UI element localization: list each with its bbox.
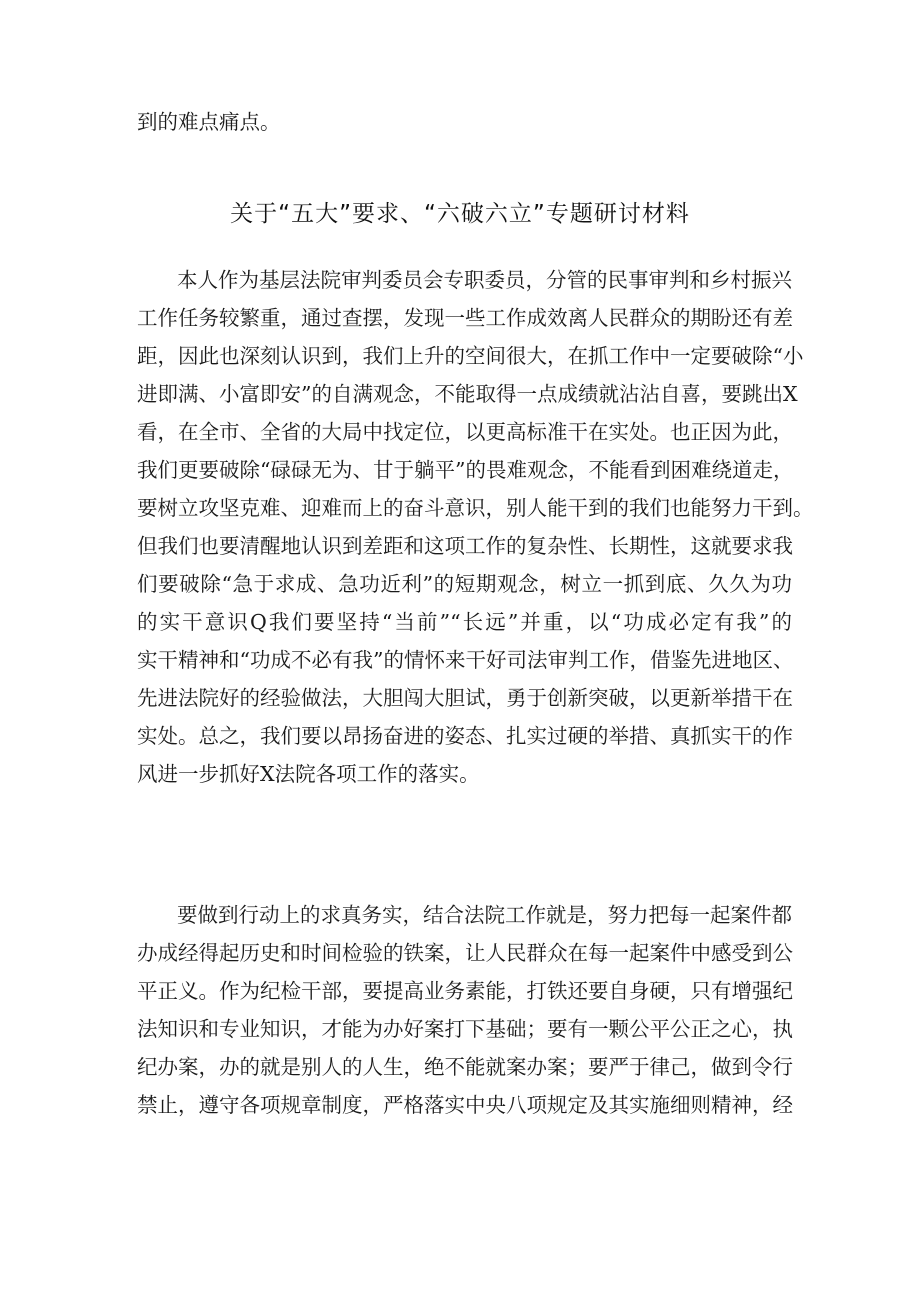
paragraph-line: 们要破除“急于求成、急功近利”的短期观念，树立一抓到底、久久为功 — [137, 572, 792, 596]
paragraph-line: 法知识和专业知识，才能为办好案打下基础；要有一颗公平公正之心，执 — [137, 1017, 793, 1041]
paragraph-line: 看，在全市、全省的大局中找定位，以更高标准干在实处。也正因为此， — [137, 420, 793, 444]
paragraph-line: 但我们也要清醒地认识到差距和这项工作的复杂性、长期性，这就要求我 — [137, 534, 793, 558]
paragraph-line: 先进法院好的经验做法，大胆闯大胆试，勇于创新突破，以更新举措干在 — [137, 686, 793, 710]
paragraph-line: 进即满、小富即安”的自满观念，不能取得一点成绩就沾沾自喜，要跳出X — [137, 382, 798, 406]
paragraph-1 — [137, 261, 814, 793]
paragraph-line: 我们更要破除“碌碌无为、甘于躺平”的畏难观念，不能看到困难绕道走， — [137, 458, 794, 482]
carryover-paragraph — [137, 103, 792, 141]
document-title: 关于“五大”要求、“六破六立”专题研讨材料 — [230, 201, 690, 227]
paragraph-line: 距，因此也深刻认识到，我们上升的空间很大，在抓工作中一定要破除“小 — [137, 344, 804, 368]
paragraph-line: 风进一步抓好X法院各项工作的落实。 — [137, 762, 480, 786]
paragraph-line: 禁止，遵守各项规章制度，严格落实中央八项规定及其实施细则精神，经 — [137, 1093, 793, 1117]
paragraph-line: 纪办案，办的就是别人的人生，绝不能就案办案；要严于律己，做到令行 — [137, 1055, 793, 1079]
carryover-line: 到的难点痛点。 — [137, 110, 281, 134]
paragraph-line: 平正义。作为纪检干部，要提高业务素能，打铁还要自身硬，只有增强纪 — [137, 979, 793, 1003]
paragraph-line: 工作任务较繁重，通过查摆，发现一些工作成效离人民群众的期盼还有差 — [137, 306, 793, 330]
paragraph-line: 实干精神和“功成不必有我”的情怀来干好司法审判工作，借鉴先进地区、 — [137, 648, 794, 672]
paragraph-line: 的实干意识Q我们要坚持“当前”“长远”并重，以“功成必定有我”的 — [137, 610, 792, 634]
paragraph-line: 要树立攻坚克难、迎难而上的奋斗意识，别人能干到的我们也能努力干到。 — [137, 496, 814, 520]
paragraph-2 — [137, 896, 792, 1124]
paragraph-line: 实处。总之，我们要以昂扬奋进的姿态、扎实过硬的举措、真抓实干的作 — [137, 724, 793, 748]
paragraph-line: 要做到行动上的求真务实，结合法院工作就是，努力把每一起案件都 — [177, 903, 792, 927]
paragraph-line: 本人作为基层法院审判委员会专职委员，分管的民事审判和乡村振兴 — [177, 268, 792, 292]
paragraph-line: 办成经得起历史和时间检验的铁案，让人民群众在每一起案件中感受到公 — [137, 941, 793, 965]
